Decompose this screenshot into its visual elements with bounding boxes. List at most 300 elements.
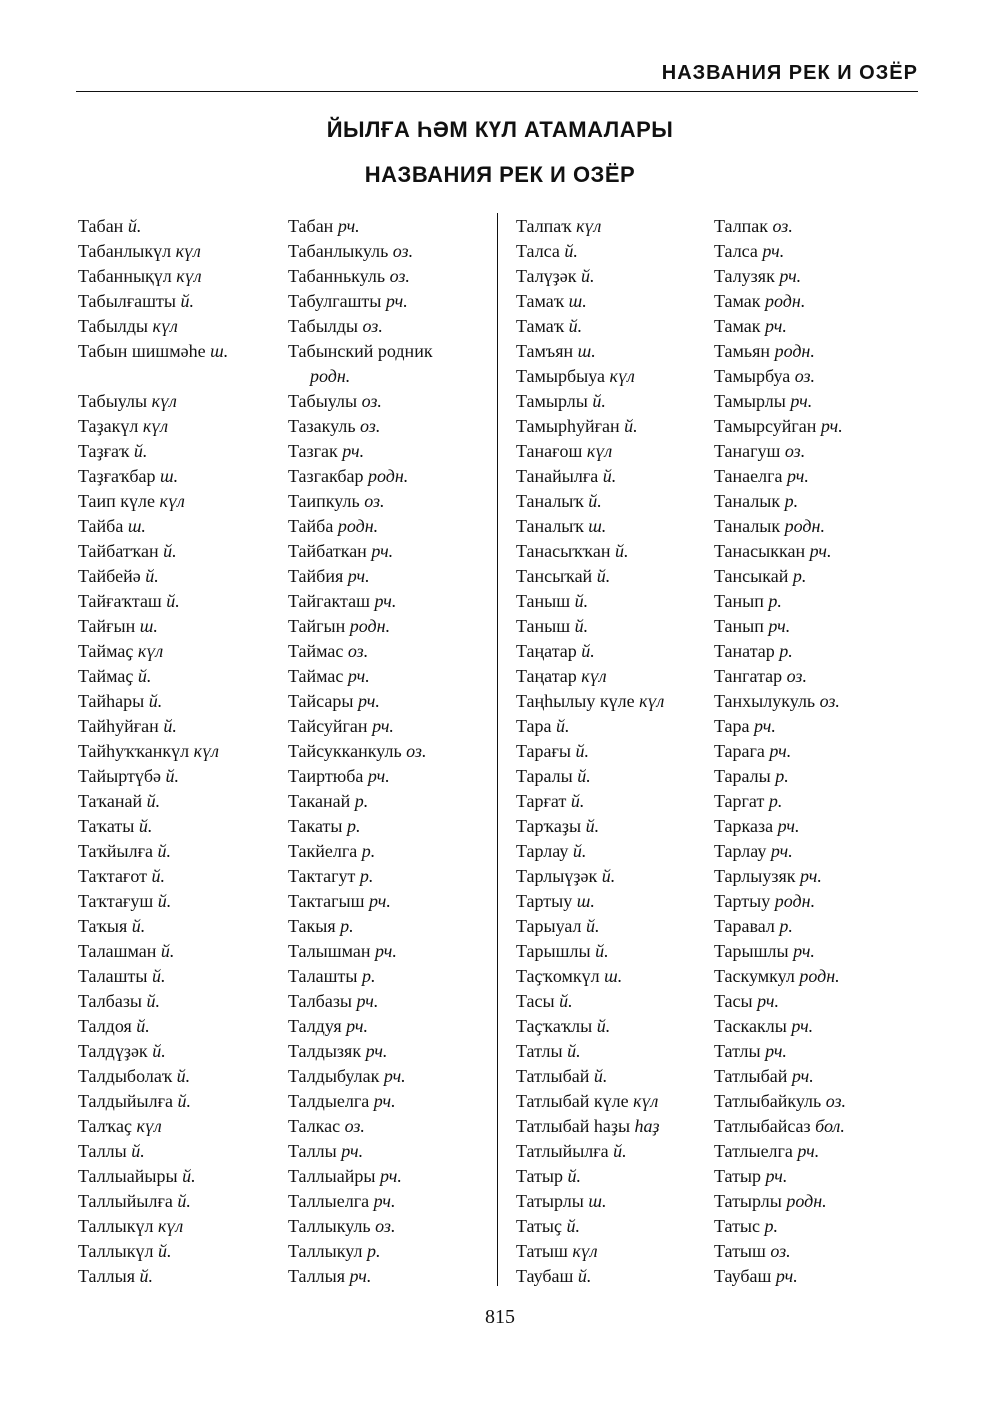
russian-name	[288, 464, 488, 489]
bashkir-type-abbr: й.	[586, 916, 600, 936]
bashkir-name	[78, 689, 288, 714]
dictionary-entry	[516, 639, 926, 664]
bashkir-term: Татыҫ	[516, 1216, 563, 1236]
dictionary-entry	[516, 314, 926, 339]
bashkir-term: Таналыҡ	[516, 516, 584, 536]
russian-name	[288, 1064, 488, 1089]
russian-term: Таипкуль	[288, 491, 360, 511]
russian-name	[288, 1139, 488, 1164]
dictionary-entry	[516, 1139, 926, 1164]
bashkir-name	[516, 214, 714, 239]
dictionary-entry	[78, 614, 488, 639]
bashkir-term: Тайһуҡҡанкүл	[78, 741, 190, 761]
bashkir-name	[78, 314, 288, 339]
bashkir-type-abbr: ш.	[210, 341, 229, 361]
russian-type-abbr: рч.	[765, 316, 787, 336]
dictionary-entry	[78, 1064, 488, 1089]
dictionary-entry	[516, 264, 926, 289]
bashkir-type-abbr: й.	[148, 691, 163, 711]
bashkir-type-abbr: күл	[633, 1091, 659, 1111]
russian-type-abbr: р.	[775, 766, 789, 786]
bashkir-name	[516, 389, 714, 414]
russian-type-abbr: оз.	[406, 741, 427, 761]
russian-type-abbr: оз.	[786, 666, 807, 686]
russian-type-abbr: р.	[362, 966, 376, 986]
bashkir-type-abbr: й.	[559, 991, 573, 1011]
russian-term: Тазгак	[288, 441, 338, 461]
dictionary-entry	[516, 439, 926, 464]
bashkir-type-abbr: й.	[146, 791, 161, 811]
russian-type-abbr: рч.	[349, 1266, 372, 1286]
dictionary-entry	[78, 639, 488, 664]
bashkir-name	[516, 964, 714, 989]
bashkir-name	[516, 764, 714, 789]
russian-name	[288, 564, 488, 589]
russian-name	[714, 1064, 926, 1089]
bashkir-term: Таип күле	[78, 491, 156, 511]
dictionary-entry	[78, 289, 488, 314]
russian-type-abbr: оз.	[819, 691, 840, 711]
russian-name	[714, 639, 926, 664]
bashkir-term: Тарғат	[516, 791, 567, 811]
bashkir-type-abbr: күл	[159, 491, 185, 511]
dictionary-entry	[516, 764, 926, 789]
bashkir-type-abbr: ш.	[577, 341, 596, 361]
dictionary-entry	[78, 789, 488, 814]
bashkir-term: Таҙғаҡ	[78, 441, 130, 461]
bashkir-type-abbr: й.	[139, 1266, 154, 1286]
russian-term: Табанлыкуль	[288, 241, 389, 261]
bashkir-type-abbr: й.	[180, 291, 194, 311]
bashkir-type-abbr: й.	[151, 866, 165, 886]
bashkir-term: Таллыкүл	[78, 1216, 154, 1236]
dictionary-entry	[78, 1239, 488, 1264]
russian-name	[288, 314, 488, 339]
russian-name	[714, 964, 926, 989]
russian-name	[714, 564, 926, 589]
bashkir-type-abbr: күл	[136, 1116, 162, 1136]
bashkir-term: Тансыҡай	[516, 566, 593, 586]
dictionary-entry	[516, 1164, 926, 1189]
bashkir-type-abbr: й.	[601, 866, 616, 886]
russian-term: Татырлы	[714, 1191, 782, 1211]
russian-name	[288, 439, 488, 464]
bashkir-name	[516, 664, 714, 689]
bashkir-name	[516, 1064, 714, 1089]
russian-type-abbr: рч.	[337, 216, 360, 236]
russian-type-abbr: оз.	[361, 391, 382, 411]
dictionary-entry	[516, 739, 926, 764]
bashkir-term: Талпаҡ	[516, 216, 572, 236]
right-column	[516, 214, 926, 1289]
bashkir-name	[516, 814, 714, 839]
bashkir-type-abbr: й.	[575, 741, 590, 761]
bashkir-term: Талдыйылға	[78, 1091, 174, 1111]
bashkir-term: Тайбейә	[78, 566, 141, 586]
russian-name	[288, 1214, 488, 1239]
russian-name	[714, 514, 926, 539]
bashkir-term: Таҙғаҡбар	[78, 466, 156, 486]
russian-type-abbr: р.	[361, 841, 376, 861]
bashkir-type-abbr: й.	[131, 916, 146, 936]
bashkir-name	[516, 1189, 714, 1214]
russian-type-abbr: рч.	[787, 466, 809, 486]
bashkir-term: Талашты	[78, 966, 148, 986]
bashkir-type-abbr: й.	[581, 266, 595, 286]
russian-name	[714, 889, 926, 914]
russian-name	[714, 1214, 926, 1239]
bashkir-type-abbr: й.	[166, 591, 180, 611]
bashkir-name	[78, 939, 288, 964]
russian-name	[714, 339, 926, 364]
russian-type-abbr: р.	[764, 1216, 779, 1236]
bashkir-type-abbr: й.	[567, 1166, 582, 1186]
bashkir-term: Татлы	[516, 1041, 563, 1061]
bashkir-type-abbr: й.	[163, 541, 177, 561]
russian-name	[288, 239, 488, 264]
russian-name	[714, 614, 926, 639]
bashkir-name	[78, 989, 288, 1014]
russian-name	[288, 1164, 488, 1189]
dictionary-entry	[78, 239, 488, 264]
russian-name	[288, 1039, 488, 1064]
russian-name	[288, 264, 488, 289]
russian-term: Тасы	[714, 991, 753, 1011]
bashkir-type-abbr: й.	[588, 491, 602, 511]
russian-type-abbr: оз.	[770, 1241, 791, 1261]
bashkir-term: Табан	[78, 216, 124, 236]
russian-term: Табулгашты	[288, 291, 382, 311]
russian-type-abbr: р.	[768, 591, 782, 611]
bashkir-name	[78, 914, 288, 939]
russian-type-abbr: родн.	[786, 1191, 827, 1211]
bashkir-type-abbr: ш.	[588, 1191, 607, 1211]
bashkir-term: Таубаш	[516, 1266, 574, 1286]
russian-name	[288, 989, 488, 1014]
bashkir-name	[78, 214, 288, 239]
dictionary-entry	[78, 314, 488, 339]
russian-type-abbr: оз.	[360, 416, 381, 436]
dictionary-entry	[78, 1014, 488, 1039]
russian-type-abbr: рч.	[770, 841, 793, 861]
dictionary-entry	[516, 464, 926, 489]
russian-name	[288, 889, 488, 914]
russian-term: Такйелга	[288, 841, 358, 861]
dictionary-entry	[516, 564, 926, 589]
russian-term: Танагуш	[714, 441, 781, 461]
russian-term: Тарлыузяк	[714, 866, 796, 886]
russian-term: Талса	[714, 241, 758, 261]
russian-term: Танаелга	[714, 466, 783, 486]
dictionary-entry	[78, 839, 488, 864]
russian-term: Талпак	[714, 216, 769, 236]
russian-term: Танатар	[714, 641, 775, 661]
bashkir-term: Тартыу	[516, 891, 573, 911]
bashkir-name	[78, 514, 288, 539]
bashkir-name	[516, 239, 714, 264]
russian-term: Тайсукканкуль	[288, 741, 402, 761]
russian-name	[714, 489, 926, 514]
russian-term: Таллыелга	[288, 1191, 370, 1211]
russian-term: Такаты	[288, 816, 343, 836]
dictionary-entry	[78, 514, 488, 539]
dictionary-entry	[516, 1189, 926, 1214]
bashkir-name	[516, 1089, 714, 1114]
russian-term: Татлыбайсаз	[714, 1116, 811, 1136]
bashkir-term: Тайһуйған	[78, 716, 159, 736]
bashkir-type-abbr: күл	[137, 641, 164, 661]
russian-type-abbr: оз.	[344, 1116, 365, 1136]
russian-name	[714, 1039, 926, 1064]
bashkir-term: Тарҡаҙы	[516, 816, 582, 836]
bashkir-term: Таналыҡ	[516, 491, 584, 511]
russian-type-abbr: оз.	[794, 366, 816, 386]
dictionary-entry	[516, 214, 926, 239]
dictionary-entry	[78, 889, 488, 914]
bashkir-term: Татлыйылға	[516, 1141, 609, 1161]
page-title-russian: НАЗВАНИЯ РЕК И ОЗЁР	[364, 162, 636, 187]
russian-name	[288, 739, 488, 764]
bashkir-name	[78, 539, 288, 564]
bashkir-term: Тарлау	[516, 841, 569, 861]
russian-term: Тайбия	[288, 566, 344, 586]
bashkir-type-abbr: й.	[615, 541, 629, 561]
bashkir-type-abbr: й.	[596, 566, 611, 586]
dictionary-entry	[516, 1089, 926, 1114]
bashkir-type-abbr: й.	[577, 1266, 592, 1286]
running-head: НАЗВАНИЯ РЕК И ОЗЁР	[661, 62, 918, 84]
bashkir-term: Тарышлы	[516, 941, 591, 961]
dictionary-entry	[78, 1164, 488, 1189]
dictionary-entry	[78, 814, 488, 839]
russian-type-abbr: рч.	[347, 566, 370, 586]
bashkir-type-abbr: күл	[639, 691, 665, 711]
bashkir-term: Таралы	[516, 766, 573, 786]
bashkir-type-abbr: күл	[176, 266, 202, 286]
bashkir-type-abbr: й.	[602, 466, 617, 486]
dictionary-entry	[516, 1239, 926, 1264]
dictionary-entry	[78, 339, 488, 389]
russian-type-abbr: рч.	[820, 416, 843, 436]
dictionary-entry	[78, 689, 488, 714]
russian-type-abbr: р.	[354, 791, 369, 811]
bashkir-term: Таллыйылға	[78, 1191, 173, 1211]
bashkir-name	[78, 889, 288, 914]
russian-term: Табаннькуль	[288, 266, 386, 286]
bashkir-type-abbr: й.	[581, 641, 595, 661]
russian-type-abbr: рч.	[765, 1166, 788, 1186]
bashkir-type-abbr: й.	[624, 416, 638, 436]
russian-name	[288, 1014, 488, 1039]
bashkir-name	[78, 714, 288, 739]
bashkir-name	[78, 739, 288, 764]
bashkir-term: Татыш	[516, 1241, 568, 1261]
bashkir-term: Тарыуал	[516, 916, 582, 936]
dictionary-entry	[78, 1089, 488, 1114]
bashkir-name	[516, 939, 714, 964]
bashkir-type-abbr: й.	[131, 1141, 145, 1161]
russian-name	[288, 389, 488, 414]
russian-term: Тарказа	[714, 816, 774, 836]
dictionary-entry	[516, 839, 926, 864]
bashkir-name	[78, 1139, 288, 1164]
dictionary-entry	[516, 1264, 926, 1289]
bashkir-type-abbr: й.	[566, 1216, 581, 1236]
bashkir-term: Талбазы	[78, 991, 143, 1011]
russian-term: Татлы	[714, 1041, 761, 1061]
russian-type-abbr: р.	[784, 491, 799, 511]
russian-term: Тамырлы	[714, 391, 786, 411]
bashkir-term: Тамаҡ	[516, 316, 565, 336]
russian-term: Таймас	[288, 641, 344, 661]
russian-term: Тамьян	[714, 341, 771, 361]
page-number: 815	[485, 1306, 515, 1328]
dictionary-entry	[78, 939, 488, 964]
dictionary-entry	[516, 714, 926, 739]
dictionary-entry	[78, 464, 488, 489]
bashkir-type-abbr: й.	[613, 1141, 627, 1161]
bashkir-type-abbr: й.	[596, 1016, 611, 1036]
russian-name	[288, 414, 488, 439]
bashkir-name	[516, 1164, 714, 1189]
russian-type-abbr: рч.	[793, 941, 815, 961]
russian-name	[714, 539, 926, 564]
russian-name	[288, 964, 488, 989]
russian-term: Татлыбайкуль	[714, 1091, 822, 1111]
bashkir-type-abbr: й.	[574, 591, 589, 611]
russian-name	[288, 939, 488, 964]
bashkir-term: Тайыртүбә	[78, 766, 162, 786]
bashkir-term: Таңатар	[516, 666, 577, 686]
dictionary-entry	[516, 889, 926, 914]
bashkir-type-abbr: күл	[157, 1216, 184, 1236]
bashkir-type-abbr: ш.	[604, 966, 623, 986]
russian-type-abbr: рч.	[367, 766, 390, 786]
russian-term: Талдыелга	[288, 1091, 370, 1111]
russian-term: Таллыайры	[288, 1166, 376, 1186]
page-title-bashkir: ЙЫЛҒА ҺӘМ КҮЛ АТАМАЛАРЫ	[326, 117, 674, 142]
bashkir-name	[78, 864, 288, 889]
bashkir-name	[78, 614, 288, 639]
russian-type-abbr: рч.	[765, 1041, 787, 1061]
russian-type-abbr: рч.	[797, 1141, 820, 1161]
russian-name	[714, 1239, 926, 1264]
bashkir-type-abbr: күл	[572, 1241, 598, 1261]
bashkir-name	[516, 1264, 714, 1289]
russian-name	[714, 439, 926, 464]
bashkir-term: Таҡйылға	[78, 841, 153, 861]
russian-name	[288, 1264, 488, 1289]
russian-term: Талдуя	[288, 1016, 342, 1036]
russian-type-abbr: рч.	[385, 291, 408, 311]
russian-type-abbr: рч.	[791, 1066, 814, 1086]
left-column	[78, 214, 488, 1289]
dictionary-entry	[516, 239, 926, 264]
bashkir-name	[78, 764, 288, 789]
bashkir-name	[78, 964, 288, 989]
russian-term: Татыш	[714, 1241, 766, 1261]
bashkir-type-abbr: й.	[556, 716, 570, 736]
bashkir-term: Татырлы	[516, 1191, 584, 1211]
russian-term: Тайба	[288, 516, 334, 536]
bashkir-type-abbr: й.	[127, 216, 142, 236]
bashkir-term: Танайылға	[516, 466, 599, 486]
russian-type-abbr: р.	[347, 816, 361, 836]
bashkir-term: Талдүҙәк	[78, 1041, 148, 1061]
bashkir-name	[78, 814, 288, 839]
header-rule	[76, 91, 918, 92]
bashkir-name	[78, 1239, 288, 1264]
russian-type-abbr: рч.	[762, 241, 785, 261]
russian-type-abbr: рч.	[368, 891, 391, 911]
dictionary-entry	[516, 489, 926, 514]
russian-term: Таналык	[714, 491, 781, 511]
russian-name	[288, 289, 488, 314]
russian-term: Тайгакташ	[288, 591, 370, 611]
dictionary-entry	[78, 664, 488, 689]
russian-term: Таиртюба	[288, 766, 364, 786]
russian-type-abbr: рч.	[769, 741, 792, 761]
bashkir-name	[516, 1014, 714, 1039]
bashkir-term: Таңһылыу күле	[516, 691, 635, 711]
bashkir-name	[516, 689, 714, 714]
bashkir-type-abbr: й.	[567, 1041, 581, 1061]
russian-type-abbr: рч.	[371, 541, 394, 561]
russian-type-abbr: родн.	[349, 616, 391, 636]
russian-term: Тамырбуа	[714, 366, 791, 386]
russian-term: Табынский родник	[288, 341, 433, 361]
bashkir-term: Талса	[516, 241, 560, 261]
dictionary-entry	[78, 714, 488, 739]
russian-type-abbr: рч.	[790, 391, 813, 411]
bashkir-term: Талүҙәк	[516, 266, 577, 286]
bashkir-name	[516, 264, 714, 289]
russian-term: Тамырсуйган	[714, 416, 817, 436]
russian-term: Тактагыш	[288, 891, 365, 911]
dictionary-entry	[78, 1039, 488, 1064]
russian-type-abbr: рч.	[347, 666, 370, 686]
bashkir-name	[516, 289, 714, 314]
russian-name	[714, 664, 926, 689]
russian-name	[288, 689, 488, 714]
russian-term: Тарлау	[714, 841, 767, 861]
bashkir-name	[78, 1014, 288, 1039]
dictionary-entry	[516, 614, 926, 639]
russian-name	[288, 814, 488, 839]
bashkir-type-abbr: й.	[177, 1191, 191, 1211]
bashkir-type-abbr: й.	[146, 991, 161, 1011]
bashkir-term: Таллы	[78, 1141, 127, 1161]
dictionary-entry	[516, 589, 926, 614]
russian-name	[714, 1114, 926, 1139]
dictionary-entry	[78, 914, 488, 939]
russian-type-abbr: рч.	[379, 1166, 402, 1186]
bashkir-name	[516, 1214, 714, 1239]
bashkir-name	[78, 1039, 288, 1064]
bashkir-term: Таныш	[516, 616, 571, 636]
bashkir-type-abbr: й.	[182, 1166, 196, 1186]
bashkir-type-abbr: күл	[142, 416, 169, 436]
dictionary-entry	[516, 289, 926, 314]
russian-name	[288, 764, 488, 789]
russian-type-abbr: рч.	[357, 691, 380, 711]
russian-name	[714, 739, 926, 764]
russian-type-abbr: рч.	[365, 1041, 388, 1061]
bashkir-type-abbr: й.	[585, 816, 600, 836]
russian-name	[714, 814, 926, 839]
bashkir-name	[516, 914, 714, 939]
dictionary-entry	[78, 489, 488, 514]
